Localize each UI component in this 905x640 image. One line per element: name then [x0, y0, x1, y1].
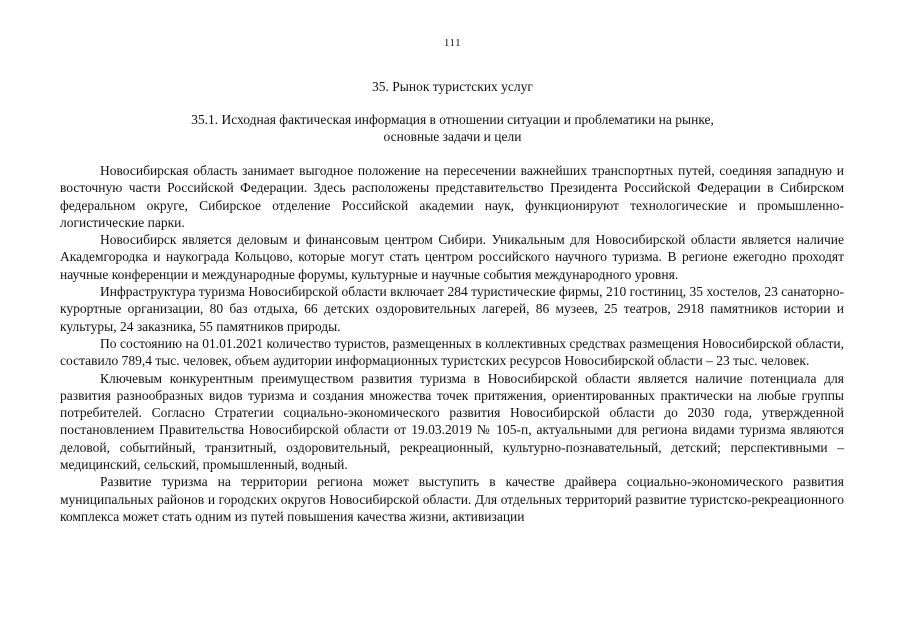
- paragraph-development-driver: Развитие туризма на территории региона может выступить в качестве драйвера социально-экономического развития муниципальных районов и городских округов Новосибирской области. Для отдельных территорий развитие туристско-рекреационного комплекса может стать одним из путей повышения качества жизни, активизации: [60, 474, 844, 524]
- paragraph-business-center: Новосибирск является деловым и финансовым центром Сибири. Уникальным для Новосибирской области является наличие Академгородка и наукограда Кольцово, которые могут стать центром российского научного туризма. В регионе ежегодно проходят научные конференции и международные форумы, культурные и научные события международного уровня.: [60, 232, 844, 282]
- subsection-title-line-1: 35.1. Исходная фактическая информация в отношении ситуации и проблематики на рынке,: [191, 112, 714, 127]
- page-number: 111: [443, 37, 462, 49]
- body-text: [60, 162, 844, 525]
- section-title: 35. Рынок туристских услуг: [372, 79, 533, 94]
- subsection-title: [0, 111, 905, 145]
- paragraph-competitive-advantage: Ключевым конкурентным преимуществом развития туризма в Новосибирской области является наличие потенциала для развития разнообразных видов туризма и создания множества точек притяжения, ориентированных практически на любые группы потребителей. Согласно Стратегии социально-экономического развития Новосибирской области до 2030 года, утвержденной постановлением Правительства Новосибирской области от 19.03.2019 № 105-п, актуальными для региона видами туризма являются деловой, событийный, транзитный, оздоровительный, рекреационный, культурно-познавательный, детский; перспективными – медицинский, сельский, промышленный, водный.: [60, 370, 844, 473]
- paragraph-infrastructure: Инфраструктура туризма Новосибирской области включает 284 туристические фирмы, 210 гостиниц, 35 хостелов, 23 санаторно-курортные организации, 80 баз отдыха, 66 детских оздоровительных лагерей, 86 музеев, 25 театров, 2918 памятников истории и культуры, 24 заказника, 55 памятников природы.: [60, 284, 844, 334]
- paragraph-geography: Новосибирская область занимает выгодное положение на пересечении важнейших транспортных путей, соединяя западную и восточную части Российской Федерации. Здесь расположены представительство Президента Российской Федерации в Сибирском федеральном округе, Сибирское отделение Российской академии наук, функционируют технологические и промышленно-логистические парки.: [60, 163, 844, 230]
- subsection-title-line-2: основные задачи и цели: [383, 129, 522, 144]
- paragraph-tourist-count: По состоянию на 01.01.2021 количество туристов, размещенных в коллективных средствах размещения Новосибирской области, составило 789,4 тыс. человек, объем аудитории информационных туристских ресурсов Новосибирской области – 23 тыс. человек.: [60, 335, 844, 369]
